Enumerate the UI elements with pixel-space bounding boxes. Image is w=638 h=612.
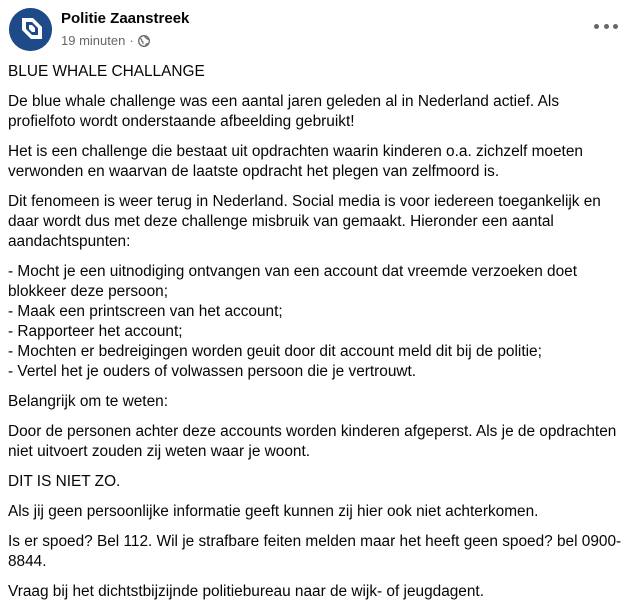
tip-item: - Maak een printscreen van het account; bbox=[8, 303, 283, 320]
tip-item: - Rapporteer het account; bbox=[8, 323, 183, 340]
post-time[interactable]: 19 minuten bbox=[61, 33, 126, 48]
paragraph-challenge: Het is een challenge die bestaat uit opdrachten waarin kinderen o.a. zichzelf moeten verwonden en waarvan de laatste opdracht het plegen van zelfmoord is. bbox=[8, 143, 583, 180]
meta-separator: · bbox=[129, 33, 134, 48]
globe-icon bbox=[138, 35, 150, 47]
more-options-icon[interactable] bbox=[594, 18, 618, 34]
post-header bbox=[9, 8, 638, 56]
tip-item: - Vertel het je ouders of volwassen persoon die je vertrouwt. bbox=[8, 363, 417, 380]
paragraph-emergency: Is er spoed? Bel 112. Wil je strafbare feiten melden maar het heeft geen spoed? bel 0900-8844. bbox=[8, 533, 622, 570]
paragraph-phenomenon: Dit fenomeen is weer terug in Nederland. Social media is voor iedereen toegankelijk en daar wordt dus met deze challenge misbruik van gemaakt. Hieronder een aantal aandachtspunten: bbox=[8, 193, 601, 250]
page-name[interactable]: Politie Zaanstreek bbox=[61, 10, 190, 27]
paragraph-ask: Vraag bij het dichtstbijzijnde politiebureau naar de wijk- of jeugdagent. bbox=[8, 583, 484, 600]
important-heading: Belangrijk om te weten: bbox=[8, 393, 168, 410]
post-body bbox=[8, 62, 630, 612]
tip-item: - Mochten er bedreigingen worden geuit door dit account meld dit bij de politie; bbox=[8, 343, 542, 360]
paragraph-extortion: Door de personen achter deze accounts worden kinderen afgeperst. Als je de opdrachten niet uitvoert zouden zij weten waar je woont. bbox=[8, 423, 617, 460]
post-meta bbox=[61, 33, 150, 48]
paragraph-not-so: DIT IS NIET ZO. bbox=[8, 473, 121, 490]
avatar[interactable] bbox=[9, 8, 52, 51]
tips-list bbox=[8, 262, 630, 382]
paragraph-no-info: Als jij geen persoonlijke informatie geeft kunnen zij hier ook niet achterkomen. bbox=[8, 503, 539, 520]
police-badge-icon bbox=[9, 8, 52, 51]
post-title: BLUE WHALE CHALLANGE bbox=[8, 63, 205, 80]
paragraph-intro: De blue whale challenge was een aantal jaren geleden al in Nederland actief. Als profielfoto wordt onderstaande afbeelding gebruikt! bbox=[8, 93, 560, 130]
tip-item: - Mocht je een uitnodiging ontvangen van een account dat vreemde verzoeken doet blokkeer deze persoon; bbox=[8, 263, 577, 300]
